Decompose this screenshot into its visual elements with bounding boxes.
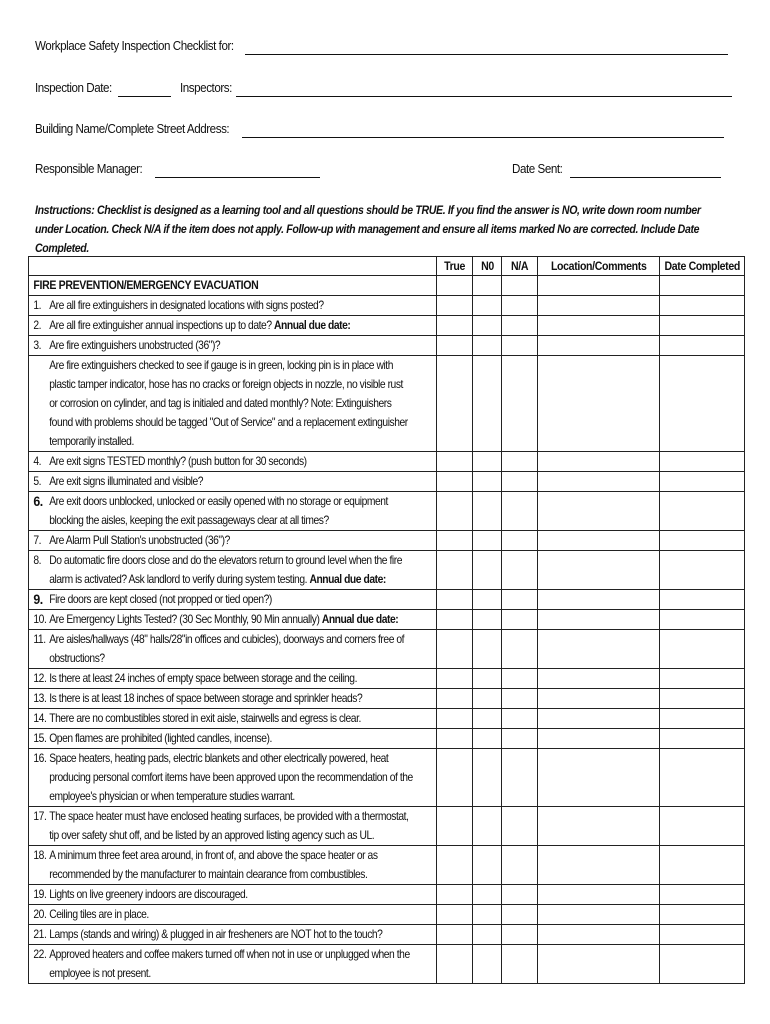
cell-date-completed[interactable]	[660, 885, 745, 905]
question-number: 15.	[33, 732, 47, 745]
question-cell	[29, 316, 437, 336]
column-header-na: N/A	[502, 257, 538, 276]
question-line	[49, 610, 437, 629]
question-cell	[29, 610, 437, 630]
question-text: obstructions?	[49, 652, 105, 665]
question-text: Is there at least 24 inches of empty space between storage and the ceiling.	[49, 672, 358, 685]
cell-location[interactable]	[538, 630, 660, 669]
cell-location[interactable]	[538, 945, 660, 984]
inspectors-field[interactable]	[236, 96, 732, 97]
question-text: Ceiling tiles are in place.	[49, 908, 149, 921]
checklist-for-field[interactable]	[245, 54, 728, 55]
question-number: 2.	[33, 319, 42, 332]
cell-true[interactable]	[437, 316, 473, 336]
question-text: found with problems should be tagged "Out of Service" and a replacement extinguisher	[49, 416, 408, 429]
cell-true[interactable]	[437, 336, 473, 356]
cell-na[interactable]	[502, 356, 538, 452]
cell-no[interactable]	[473, 336, 502, 356]
cell-date-completed[interactable]	[660, 925, 745, 945]
date-sent-field[interactable]	[570, 177, 721, 178]
cell-true[interactable]	[437, 846, 473, 885]
question-number: 11.	[33, 633, 46, 646]
table-row	[29, 551, 745, 590]
question-number: 9.	[33, 591, 43, 607]
section-row	[29, 276, 745, 296]
table-row	[29, 452, 745, 472]
question-text: Are all fire extinguisher annual inspections up to date?	[49, 319, 272, 332]
table-row	[29, 689, 745, 709]
cell-true[interactable]	[437, 452, 473, 472]
cell-no[interactable]	[473, 276, 502, 296]
table-row	[29, 590, 745, 610]
question-number: 14.	[33, 712, 47, 725]
question-line	[49, 316, 437, 335]
question-text: Open flames are prohibited (lighted candles, incense).	[49, 732, 272, 745]
question-text: Is there is at least 18 inches of space between storage and sprinkler heads?	[49, 692, 363, 705]
question-cell	[29, 590, 437, 610]
cell-date-completed[interactable]	[660, 689, 745, 709]
question-text: plastic tamper indicator, hose has no cracks or foreign objects in nozzle, no visible rust	[49, 378, 403, 391]
table-row	[29, 356, 745, 452]
cell-location[interactable]	[538, 452, 660, 472]
cell-date-completed[interactable]	[660, 590, 745, 610]
table-row	[29, 669, 745, 689]
cell-no[interactable]	[473, 925, 502, 945]
annual-due-date-label: Annual due date:	[309, 573, 386, 586]
cell-na[interactable]	[502, 610, 538, 630]
cell-no[interactable]	[473, 356, 502, 452]
section-title: FIRE PREVENTION/EMERGENCY EVACUATION	[29, 276, 437, 296]
cell-true[interactable]	[437, 296, 473, 316]
instructions-line: Completed.	[35, 241, 89, 255]
table-row	[29, 749, 745, 807]
table-row	[29, 336, 745, 356]
table-row	[29, 296, 745, 316]
question-cell	[29, 452, 437, 472]
cell-location[interactable]	[538, 472, 660, 492]
cell-no[interactable]	[473, 846, 502, 885]
table-row	[29, 531, 745, 551]
question-cell	[29, 905, 437, 925]
cell-na[interactable]	[502, 472, 538, 492]
question-number: 12.	[33, 672, 47, 685]
cell-location[interactable]	[538, 590, 660, 610]
column-header-no: N0	[473, 257, 502, 276]
cell-true[interactable]	[437, 925, 473, 945]
cell-true[interactable]	[437, 945, 473, 984]
cell-location[interactable]	[538, 276, 660, 296]
question-cell	[29, 296, 437, 316]
question-cell	[29, 925, 437, 945]
question-text: temporarily installed.	[49, 435, 134, 448]
cell-true[interactable]	[437, 669, 473, 689]
question-number: 21.	[33, 928, 47, 941]
cell-na[interactable]	[502, 749, 538, 807]
responsible-manager-label: Responsible Manager:	[35, 161, 143, 176]
cell-date-completed[interactable]	[660, 669, 745, 689]
cell-true[interactable]	[437, 630, 473, 669]
column-header-true: True	[437, 257, 473, 276]
question-number: 19.	[33, 888, 47, 901]
question-text: alarm is activated? Ask landlord to verify during system testing.	[49, 573, 308, 586]
cell-location[interactable]	[538, 531, 660, 551]
table-row	[29, 945, 745, 984]
cell-no[interactable]	[473, 296, 502, 316]
question-text: or corrosion on cylinder, and tag is initialed and dated monthly? Note: Extinguishers	[49, 397, 392, 410]
cell-true[interactable]	[437, 729, 473, 749]
cell-location[interactable]	[538, 905, 660, 925]
question-text: employee is not present.	[49, 967, 151, 980]
question-text: Fire doors are kept closed (not propped or tied open?)	[49, 593, 272, 606]
cell-true[interactable]	[437, 492, 473, 531]
cell-no[interactable]	[473, 472, 502, 492]
cell-date-completed[interactable]	[660, 356, 745, 452]
building-address-label: Building Name/Complete Street Address:	[35, 121, 230, 136]
cell-na[interactable]	[502, 669, 538, 689]
cell-true[interactable]	[437, 885, 473, 905]
question-number: 16.	[33, 752, 47, 765]
instructions	[35, 201, 721, 258]
cell-no[interactable]	[473, 709, 502, 729]
question-cell	[29, 885, 437, 905]
inspection-date-label: Inspection Date:	[35, 80, 112, 95]
question-text: Are Emergency Lights Tested? (30 Sec Monthly, 90 Min annually)	[49, 613, 320, 626]
cell-date-completed[interactable]	[660, 336, 745, 356]
cell-no[interactable]	[473, 749, 502, 807]
building-address-field[interactable]	[242, 137, 724, 138]
cell-location[interactable]	[538, 846, 660, 885]
question-text: Are exit signs TESTED monthly? (push button for 30 seconds)	[49, 455, 307, 468]
cell-no[interactable]	[473, 531, 502, 551]
question-number: 8.	[33, 554, 42, 567]
cell-no[interactable]	[473, 316, 502, 336]
cell-location[interactable]	[538, 356, 660, 452]
cell-na[interactable]	[502, 296, 538, 316]
question-cell	[29, 729, 437, 749]
cell-na[interactable]	[502, 846, 538, 885]
question-text: Lights on live greenery indoors are discouraged.	[49, 888, 248, 901]
inspection-date-field[interactable]	[118, 96, 171, 97]
cell-true[interactable]	[437, 356, 473, 452]
question-text: The space heater must have enclosed heating surfaces, be provided with a thermostat,	[49, 810, 409, 823]
table-row	[29, 472, 745, 492]
cell-true[interactable]	[437, 689, 473, 709]
cell-na[interactable]	[502, 885, 538, 905]
question-cell	[29, 846, 437, 885]
question-text: Do automatic fire doors close and do the elevators return to ground level when the fire	[49, 554, 403, 567]
cell-na[interactable]	[502, 630, 538, 669]
question-number: 5.	[33, 475, 42, 488]
inspectors-label: Inspectors:	[180, 80, 232, 95]
question-line	[49, 570, 437, 589]
question-number: 10.	[33, 613, 47, 626]
table-row	[29, 316, 745, 336]
cell-true[interactable]	[437, 709, 473, 729]
question-text: producing personal comfort items have been approved upon the recommendation of the	[49, 771, 413, 784]
responsible-manager-field[interactable]	[155, 177, 320, 178]
table-row	[29, 905, 745, 925]
question-number: 6.	[33, 493, 43, 509]
question-cell	[29, 551, 437, 590]
cell-location[interactable]	[538, 316, 660, 336]
column-header-date-completed: Date Completed	[660, 257, 745, 276]
question-number: 4.	[33, 455, 42, 468]
question-number: 17.	[33, 810, 47, 823]
question-text: employee's physician or when temperature studies warrant.	[49, 790, 295, 803]
cell-date-completed[interactable]	[660, 472, 745, 492]
cell-date-completed[interactable]	[660, 296, 745, 316]
cell-na[interactable]	[502, 729, 538, 749]
question-number: 7.	[33, 534, 42, 547]
cell-location[interactable]	[538, 925, 660, 945]
cell-no[interactable]	[473, 590, 502, 610]
cell-na[interactable]	[502, 925, 538, 945]
table-row	[29, 492, 745, 531]
question-cell	[29, 492, 437, 531]
question-text: Space heaters, heating pads, electric blankets and other electrically powered, heat	[49, 752, 389, 765]
question-cell	[29, 531, 437, 551]
cell-date-completed[interactable]	[660, 531, 745, 551]
cell-true[interactable]	[437, 807, 473, 846]
cell-no[interactable]	[473, 492, 502, 531]
table-row	[29, 885, 745, 905]
cell-na[interactable]	[502, 905, 538, 925]
cell-location[interactable]	[538, 669, 660, 689]
question-text: Are fire extinguishers checked to see if gauge is in green, locking pin is in place with	[49, 359, 393, 372]
table-row	[29, 925, 745, 945]
cell-location[interactable]	[538, 610, 660, 630]
cell-no[interactable]	[473, 669, 502, 689]
cell-date-completed[interactable]	[660, 846, 745, 885]
column-header-location-comments: Location/Comments	[538, 257, 660, 276]
cell-no[interactable]	[473, 689, 502, 709]
question-text: tip over safety shut off, and be listed by an approved listing agency such as UL.	[49, 829, 375, 842]
cell-no[interactable]	[473, 945, 502, 984]
cell-location[interactable]	[538, 749, 660, 807]
table-row	[29, 610, 745, 630]
cell-no[interactable]	[473, 905, 502, 925]
cell-location[interactable]	[538, 492, 660, 531]
cell-na[interactable]	[502, 316, 538, 336]
cell-true[interactable]	[437, 531, 473, 551]
cell-na[interactable]	[502, 709, 538, 729]
annual-due-date-label: Annual due date:	[321, 613, 399, 626]
column-header-question	[29, 257, 437, 276]
cell-na[interactable]	[502, 590, 538, 610]
cell-na[interactable]	[502, 551, 538, 590]
question-number: 20.	[33, 908, 47, 921]
table-row	[29, 630, 745, 669]
cell-date-completed[interactable]	[660, 630, 745, 669]
cell-true[interactable]	[437, 905, 473, 925]
cell-location[interactable]	[538, 336, 660, 356]
annual-due-date-label: Annual due date:	[274, 319, 351, 332]
cell-true[interactable]	[437, 590, 473, 610]
cell-na[interactable]	[502, 689, 538, 709]
cell-location[interactable]	[538, 551, 660, 590]
cell-true[interactable]	[437, 276, 473, 296]
question-number: 1.	[33, 299, 42, 312]
question-text: Approved heaters and coffee makers turned off when not in use or unplugged when the	[49, 948, 410, 961]
cell-date-completed[interactable]	[660, 276, 745, 296]
cell-date-completed[interactable]	[660, 709, 745, 729]
cell-na[interactable]	[502, 492, 538, 531]
question-cell	[29, 689, 437, 709]
question-number: 22.	[33, 948, 47, 961]
cell-na[interactable]	[502, 276, 538, 296]
cell-true[interactable]	[437, 610, 473, 630]
cell-no[interactable]	[473, 885, 502, 905]
table-row	[29, 807, 745, 846]
checklist-for-label: Workplace Safety Inspection Checklist for:	[35, 38, 234, 53]
question-cell	[29, 356, 437, 452]
instructions-line: Instructions: Checklist is designed as a learning tool and all questions should be TRUE. If you find the answer is NO, write down room number	[35, 203, 701, 217]
question-cell	[29, 709, 437, 729]
cell-no[interactable]	[473, 452, 502, 472]
question-text: Are exit doors unblocked, unlocked or easily opened with no storage or equipment	[49, 495, 388, 508]
question-cell	[29, 807, 437, 846]
cell-date-completed[interactable]	[660, 551, 745, 590]
cell-no[interactable]	[473, 807, 502, 846]
question-text: recommended by the manufacturer to maintain clearance from combustibles.	[49, 868, 368, 881]
cell-na[interactable]	[502, 945, 538, 984]
cell-na[interactable]	[502, 336, 538, 356]
table-row	[29, 846, 745, 885]
cell-date-completed[interactable]	[660, 945, 745, 984]
cell-no[interactable]	[473, 551, 502, 590]
checklist-table	[28, 256, 745, 984]
cell-date-completed[interactable]	[660, 316, 745, 336]
question-text: blocking the aisles, keeping the exit passageways clear at all times?	[49, 514, 329, 527]
cell-na[interactable]	[502, 807, 538, 846]
question-cell	[29, 669, 437, 689]
cell-true[interactable]	[437, 749, 473, 807]
question-text: Are aisles/hallways (48" halls/28"in offices and cubicles), doorways and corners free of	[49, 633, 405, 646]
question-cell	[29, 630, 437, 669]
table-header-row	[29, 257, 745, 276]
cell-no[interactable]	[473, 610, 502, 630]
cell-location[interactable]	[538, 689, 660, 709]
cell-date-completed[interactable]	[660, 729, 745, 749]
question-text: A minimum three feet area around, in front of, and above the space heater or as	[49, 849, 378, 862]
cell-no[interactable]	[473, 630, 502, 669]
cell-true[interactable]	[437, 472, 473, 492]
cell-location[interactable]	[538, 709, 660, 729]
cell-na[interactable]	[502, 452, 538, 472]
question-cell	[29, 336, 437, 356]
cell-date-completed[interactable]	[660, 610, 745, 630]
question-text: Lamps (stands and wiring) & plugged in air fresheners are NOT hot to the touch?	[49, 928, 383, 941]
question-text: Are exit signs illuminated and visible?	[49, 475, 204, 488]
cell-location[interactable]	[538, 729, 660, 749]
question-cell	[29, 472, 437, 492]
question-text: Are fire extinguishers unobstructed (36")?	[49, 339, 221, 352]
question-cell	[29, 749, 437, 807]
instructions-line: under Location. Check N/A if the item does not apply. Follow-up with management and ensure all items marked No are corrected. Include Date	[35, 222, 700, 236]
cell-date-completed[interactable]	[660, 749, 745, 807]
cell-location[interactable]	[538, 296, 660, 316]
question-number: 13.	[33, 692, 47, 705]
cell-true[interactable]	[437, 551, 473, 590]
table-row	[29, 729, 745, 749]
cell-location[interactable]	[538, 807, 660, 846]
cell-date-completed[interactable]	[660, 905, 745, 925]
question-text: Are Alarm Pull Station's unobstructed (36")?	[49, 534, 230, 547]
cell-date-completed[interactable]	[660, 452, 745, 472]
cell-date-completed[interactable]	[660, 807, 745, 846]
question-text: Are all fire extinguishers in designated locations with signs posted?	[49, 299, 324, 312]
cell-location[interactable]	[538, 885, 660, 905]
question-text: There are no combustibles stored in exit aisle, stairwells and egress is clear.	[49, 712, 361, 725]
question-number: 18.	[33, 849, 47, 862]
date-sent-label: Date Sent:	[512, 161, 563, 176]
question-cell	[29, 945, 437, 984]
cell-date-completed[interactable]	[660, 492, 745, 531]
cell-no[interactable]	[473, 729, 502, 749]
cell-na[interactable]	[502, 531, 538, 551]
table-row	[29, 709, 745, 729]
question-number: 3.	[33, 339, 42, 352]
